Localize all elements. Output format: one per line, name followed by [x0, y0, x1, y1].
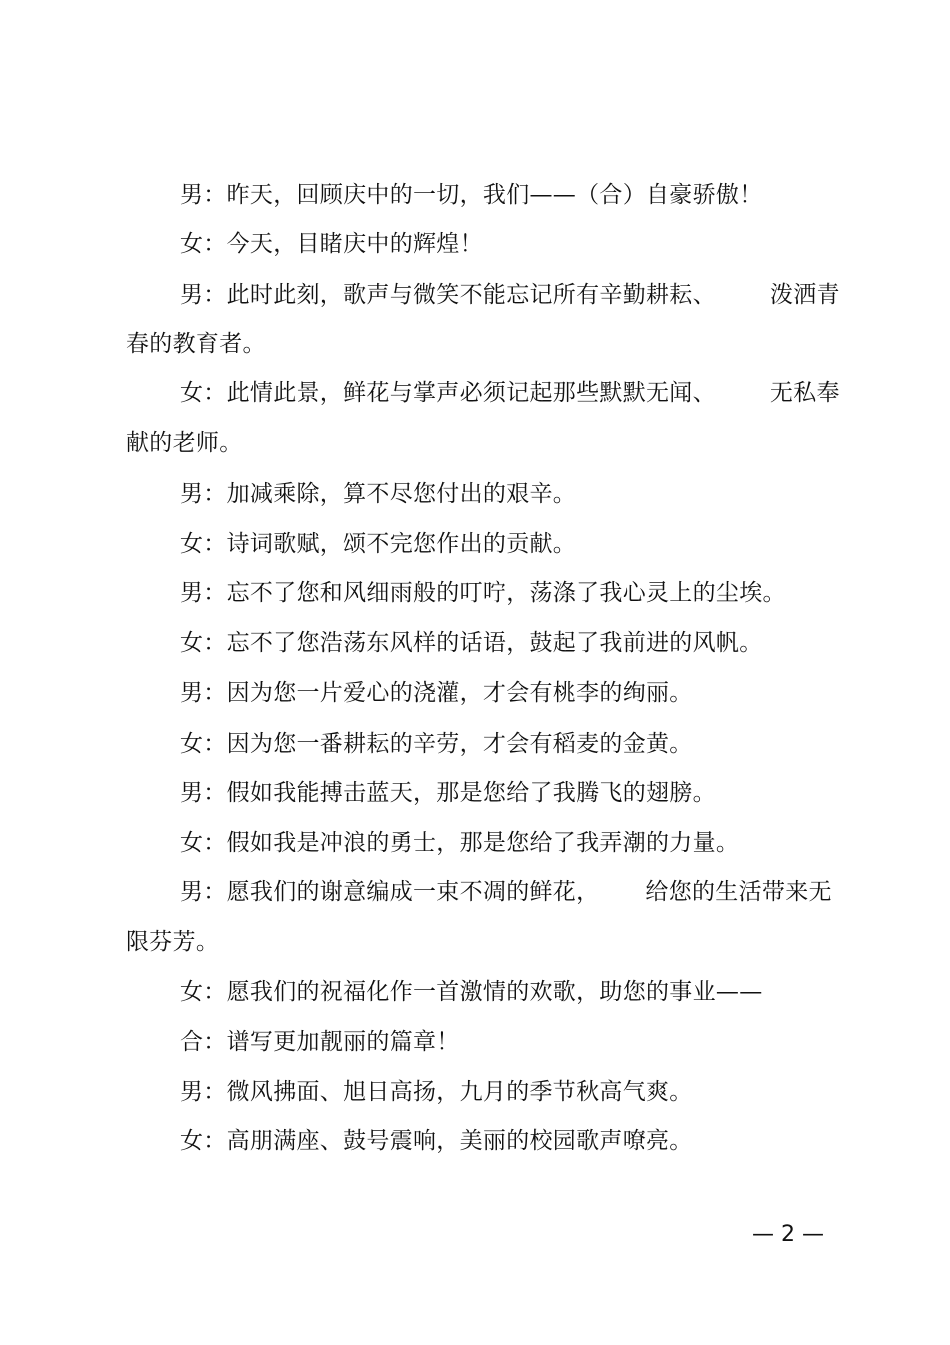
- dialogue-line: 男：假如我能搏击蓝天，那是您给了我腾飞的翅膀。: [180, 780, 716, 806]
- dialogue-line-part: 泼洒青: [769, 282, 840, 308]
- dialogue-line: 男：加减乘除，算不尽您付出的艰辛。: [180, 481, 577, 507]
- dialogue-line: 男：忘不了您和风细雨般的叮咛，荡涤了我心灵上的尘埃。: [180, 580, 786, 606]
- dialogue-line: 男：昨天，回顾庆中的一切，我们——（合）自豪骄傲！: [180, 182, 763, 208]
- dialogue-line: 男：因为您一片爱心的浇灌，才会有桃李的绚丽。: [180, 680, 693, 706]
- dialogue-line: [180, 378, 840, 408]
- dialogue-line: 女：诗词歌赋，颂不完您作出的贡献。: [180, 531, 577, 557]
- dialogue-line-continuation: 限芬芳。: [126, 929, 220, 955]
- dialogue-line: 女：忘不了您浩荡东风样的话语，鼓起了我前进的风帆。: [180, 630, 763, 656]
- dialogue-line-continuation: 春的教育者。: [126, 331, 266, 357]
- dialogue-line: 女：高朋满座、鼓号震响，美丽的校园歌声嘹亮。: [180, 1128, 693, 1154]
- dialogue-line-part: 女：此情此景，鲜花与掌声必须记起那些默默无闻、: [180, 380, 716, 406]
- dialogue-line-part: 男：愿我们的谢意编成一束不凋的鲜花，: [180, 879, 600, 905]
- dialogue-line: 女：愿我们的祝福化作一首激情的欢歌，助您的事业——: [180, 979, 763, 1005]
- dialogue-line: [180, 877, 832, 907]
- dialogue-line: 合：谱写更加靓丽的篇章！: [180, 1029, 460, 1055]
- dialogue-line: 男：微风拂面、旭日高扬，九月的季节秋高气爽。: [180, 1079, 693, 1105]
- dialogue-line: 女：因为您一番耕耘的辛劳，才会有稻麦的金黄。: [180, 731, 693, 757]
- dialogue-line: [180, 280, 840, 310]
- dialogue-line-continuation: 献的老师。: [126, 430, 243, 456]
- dialogue-line-part: 男：此时此刻，歌声与微笑不能忘记所有辛勤耕耘、: [180, 282, 716, 308]
- dialogue-line: 女：假如我是冲浪的勇士，那是您给了我弄潮的力量。: [180, 830, 740, 856]
- dialogue-line: 女：今天，目睹庆中的辉煌！: [180, 231, 483, 257]
- dialogue-line-part: 无私奉: [769, 380, 840, 406]
- page-number: — 2 —: [752, 1222, 824, 1247]
- dialogue-line-part: 给您的生活带来无: [645, 879, 832, 905]
